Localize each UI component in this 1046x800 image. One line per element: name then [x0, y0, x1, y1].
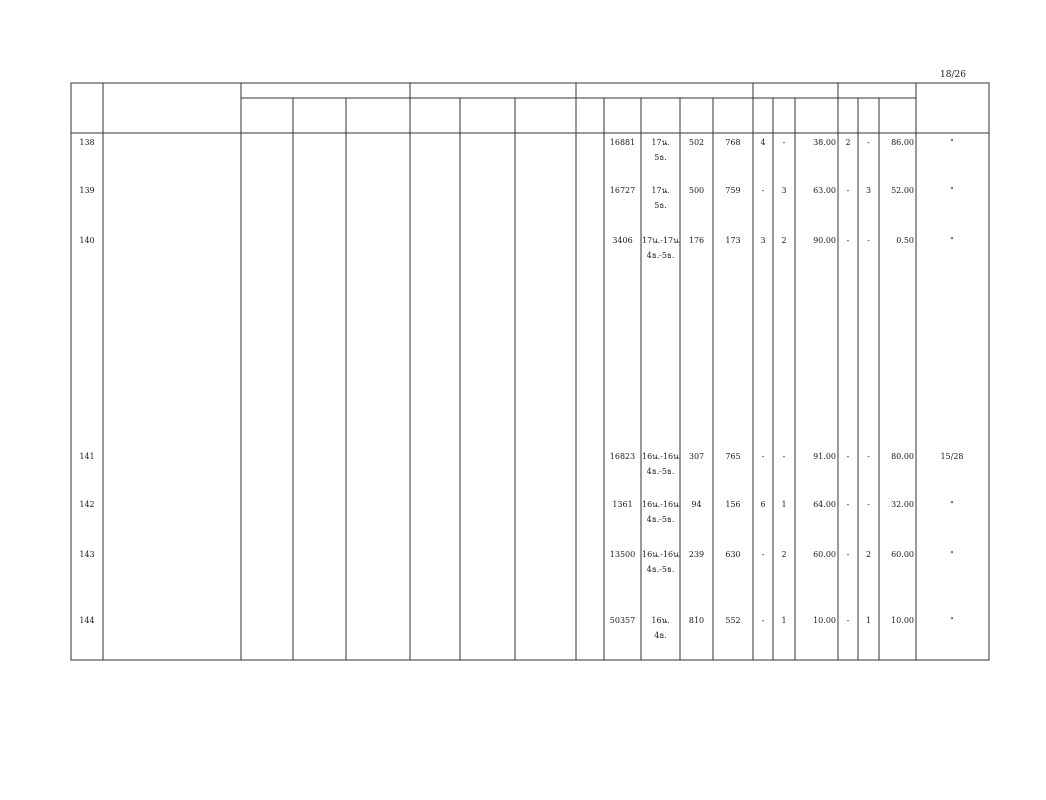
- table-cell-ngan2: -: [867, 452, 870, 461]
- table-cell-no: 140: [79, 236, 95, 245]
- table-cell-land_no: 810: [688, 616, 705, 625]
- table-cell-note: 15/28: [940, 452, 964, 461]
- table-cell-survey: 16น.: [651, 616, 670, 625]
- table-cell-ngan: 2: [781, 550, 787, 559]
- table-cell-land_no: 502: [688, 138, 705, 147]
- table-cell-survey: 17น.: [651, 186, 670, 195]
- table-cell-survey2: 5ธ.: [654, 201, 667, 210]
- table-cell-title_no: 16823: [609, 452, 636, 461]
- table-cell-land_no: 500: [688, 186, 705, 195]
- table-cell-ngan2: 3: [865, 186, 872, 195]
- table-cell-no: 143: [79, 550, 95, 559]
- table-cell-survey2: 4ธ.: [654, 631, 667, 640]
- table-cell-no: 139: [79, 186, 95, 195]
- table-cell-rai2: -: [846, 452, 850, 461]
- table-cell-survey2: 4ธ.-5ธ.: [646, 515, 675, 524]
- table-cell-land_no: 239: [688, 550, 705, 559]
- table-cell-survey2: 4ธ.-5ธ.: [646, 251, 675, 260]
- table-cell-survey2: 4ธ.-5ธ.: [646, 467, 675, 476]
- table-cell-wa: 90.00: [813, 236, 836, 245]
- table-cell-page_no: 630: [725, 550, 741, 559]
- table-cell-rai: -: [761, 186, 765, 195]
- table-cell-title_no: 16727: [609, 186, 636, 195]
- table-cell-wa2: 86.00: [891, 138, 914, 147]
- table-cell-wa2: 60.00: [891, 550, 914, 559]
- table-cell-note: ": [950, 616, 954, 625]
- table-cell-rai2: -: [846, 616, 850, 625]
- table-cell-wa: 38.00: [813, 138, 836, 147]
- table-cell-title_no: 3406: [612, 236, 633, 245]
- table-cell-note: ": [950, 236, 954, 245]
- table-cell-page_no: 768: [725, 138, 741, 147]
- table-cell-ngan2: 2: [865, 550, 872, 559]
- table-cell-wa2: 52.00: [891, 186, 914, 195]
- table-cell-rai: -: [761, 616, 765, 625]
- table-cell-note: ": [950, 550, 954, 559]
- table-cell-wa: 64.00: [813, 500, 836, 509]
- page-number: 18/26: [940, 70, 966, 80]
- table-cell-wa: 10.00: [813, 616, 836, 625]
- table-cell-survey: 17น.-17น.: [642, 236, 682, 245]
- table-cell-title_no: 16881: [609, 138, 636, 147]
- table-cell-ngan2: -: [867, 236, 870, 245]
- table-cell-land_no: 94: [691, 500, 702, 509]
- table-cell-rai2: -: [846, 500, 850, 509]
- table-cell-ngan: 2: [781, 236, 787, 245]
- table-cell-title_no: 1361: [612, 500, 633, 509]
- table-cell-land_no: 176: [688, 236, 705, 245]
- table-cell-survey: 16น.-16น.: [642, 452, 682, 461]
- table-cell-rai2: -: [846, 236, 850, 245]
- table-cell-ngan2: -: [867, 500, 870, 509]
- table-cell-land_no: 307: [688, 452, 705, 461]
- table-cell-no: 142: [79, 500, 95, 509]
- table-cell-page_no: 759: [725, 186, 741, 195]
- table-cell-rai: -: [761, 550, 765, 559]
- table-cell-survey: 17น.: [651, 138, 670, 147]
- table-cell-title_no: 50357: [609, 616, 636, 625]
- table-cell-survey: 16น.-16น.: [642, 550, 682, 559]
- table-cell-ngan: 1: [781, 500, 787, 509]
- table-cell-title_no: 13500: [609, 550, 636, 559]
- table-cell-ngan: -: [782, 138, 786, 147]
- table-cell-ngan: -: [782, 452, 786, 461]
- table-cell-rai: 6: [760, 500, 766, 509]
- table-cell-ngan: 1: [781, 616, 787, 625]
- table-cell-wa2: 32.00: [891, 500, 914, 509]
- table-cell-page_no: 173: [725, 236, 741, 245]
- table-cell-ngan2: -: [867, 138, 870, 147]
- table-cell-survey: 16น.-16น.: [642, 500, 682, 509]
- table-cell-note: ": [950, 186, 954, 195]
- table-cell-wa2: 0.50: [896, 236, 914, 245]
- table-cell-page_no: 765: [725, 452, 741, 461]
- table-cell-survey2: 4ธ.-5ธ.: [646, 565, 675, 574]
- table-cell-note: ": [950, 138, 954, 147]
- table-cell-rai2: 2: [845, 138, 851, 147]
- table-cell-rai2: -: [846, 186, 850, 195]
- table-cell-wa: 63.00: [813, 186, 836, 195]
- table-cell-wa2: 80.00: [891, 452, 914, 461]
- table-cell-rai: 4: [760, 138, 766, 147]
- table-cell-wa: 60.00: [813, 550, 836, 559]
- table-cell-rai: 3: [760, 236, 766, 245]
- table-cell-ngan: 3: [781, 186, 787, 195]
- table-cell-no: 141: [79, 452, 95, 461]
- table-cell-no: 138: [79, 138, 95, 147]
- table-cell-page_no: 552: [725, 616, 741, 625]
- table-cell-ngan2: 1: [865, 616, 872, 625]
- table-cell-no: 144: [79, 616, 95, 625]
- table-cell-page_no: 156: [725, 500, 741, 509]
- table-cell-rai: -: [761, 452, 765, 461]
- table-cell-wa2: 10.00: [891, 616, 914, 625]
- table-cell-note: ": [950, 500, 954, 509]
- table-cell-survey2: 5ธ.: [654, 153, 667, 162]
- table-cell-wa: 91.00: [813, 452, 836, 461]
- table-cell-rai2: -: [846, 550, 850, 559]
